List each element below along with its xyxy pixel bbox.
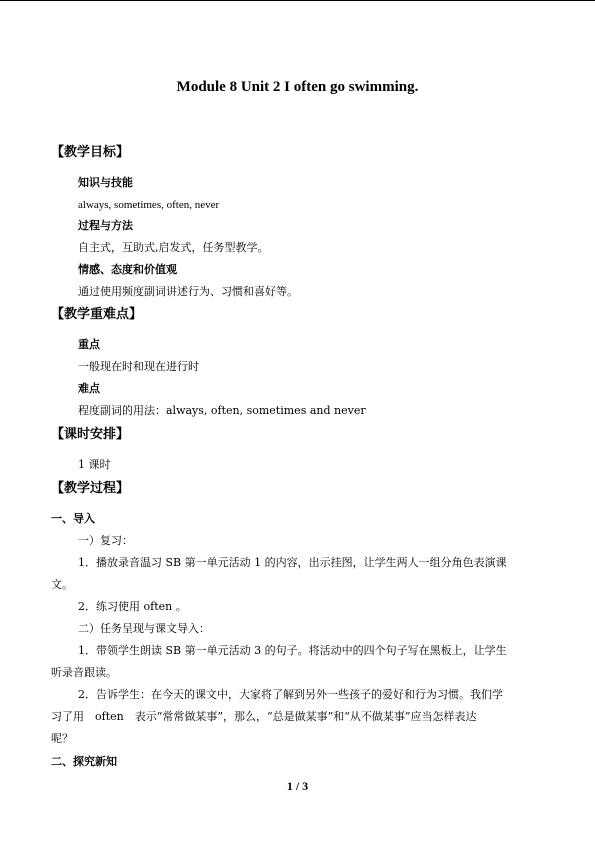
text-process-method: 自主式，互助式,启发式，任务型教学。 <box>78 241 269 254</box>
text-focus: 一般现在时和现在进行时 <box>78 360 199 373</box>
label-process-method: 过程与方法 <box>78 219 133 232</box>
heading-teaching-process: 【教学过程】 <box>51 481 130 496</box>
text-schedule: 1 课时 <box>78 458 111 471</box>
heading-teaching-goals: 【教学目标】 <box>51 145 130 160</box>
label-part-explore: 二、探究新知 <box>51 755 117 768</box>
text-item-3-line-1: 1．带领学生朗读 SB 第一单元活动 3 的句子。将活动中的四个句子写在黑板上，让学生 <box>78 644 507 657</box>
page-number: 1 / 3 <box>286 779 309 793</box>
label-part-intro: 一、导入 <box>51 512 95 525</box>
text-item-4-line-1: 2．告诉学生：在今天的课文中，大家将了解到另外一些孩子的爱好和行为习惯。我们学 <box>78 688 503 701</box>
text-item-1-line-1: 1．播放录音温习 SB 第一单元活动 1 的内容，出示挂图，让学生两人一组分角色表演课 <box>78 556 507 569</box>
label-knowledge-skills: 知识与技能 <box>78 176 133 189</box>
text-item-3-line-2: 听录音跟读。 <box>51 666 117 679</box>
label-focus: 重点 <box>78 338 100 351</box>
text-item-1-line-2: 文。 <box>51 578 73 591</box>
text-difficulty: 程度副词的用法：always, often, sometimes and never <box>78 404 366 417</box>
document-title: Module 8 Unit 2 I often go swimming. <box>176 79 419 95</box>
heading-schedule: 【课时安排】 <box>51 427 130 442</box>
text-emotion-values: 通过使用频度副词讲述行为、习惯和喜好等。 <box>78 285 298 298</box>
label-emotion-values: 情感、态度和价值观 <box>78 263 177 276</box>
text-knowledge-skills: always, sometimes, often, never <box>78 199 220 211</box>
text-item-4-line-2: 习了用 often 表示“常常做某事”，那么，“总是做某事”和“从不做某事”应当怎样表达 <box>51 710 477 723</box>
text-item-2: 2．练习使用 often 。 <box>78 600 187 613</box>
text-sub-review: 一）复习： <box>78 534 133 547</box>
label-difficulty: 难点 <box>78 382 100 395</box>
text-item-4-line-3: 呢？ <box>51 732 73 745</box>
heading-key-points: 【教学重难点】 <box>51 307 143 322</box>
header-rule <box>0 0 595 1</box>
text-sub-task: 二）任务呈现与课文导入： <box>78 622 210 635</box>
